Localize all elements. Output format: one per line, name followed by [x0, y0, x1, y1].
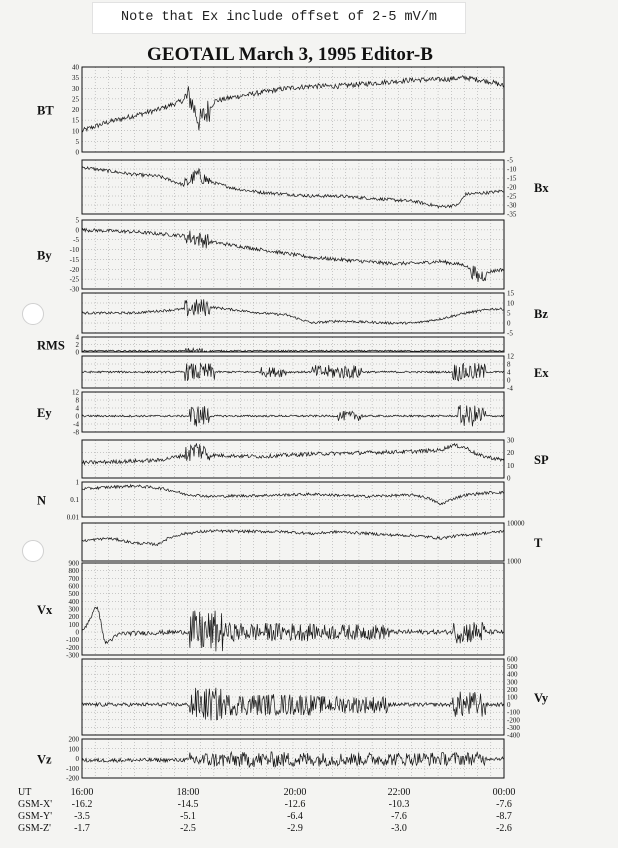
tick-label-ex: 4 — [507, 368, 511, 377]
panel-label-ex: Ex — [534, 366, 549, 380]
tick-label-by: -10 — [69, 246, 79, 255]
tick-label-bt: 40 — [72, 63, 79, 72]
panel-label-sp: SP — [534, 453, 549, 467]
tick-label-bz: 5 — [507, 309, 511, 318]
page-title: GEOTAIL March 3, 1995 Editor-B — [146, 44, 434, 65]
tick-label-bt: 10 — [72, 127, 79, 136]
tick-label-vy: -200 — [507, 716, 520, 725]
tick-label-vx: 800 — [68, 567, 79, 576]
panel-t — [82, 520, 543, 566]
gsm-z-value: -2.9 — [287, 823, 303, 834]
gsm-z-label: GSM-Z' — [18, 823, 51, 834]
tick-label-bx: -5 — [507, 156, 513, 165]
panel-bx — [82, 157, 549, 219]
ut-label: UT — [18, 787, 32, 798]
gsm-x-label: GSM-X' — [18, 799, 53, 810]
panel-label-vz: Vz — [37, 752, 52, 767]
ut-tick: 20:00 — [283, 787, 307, 798]
tick-label-sp: 20 — [507, 449, 514, 458]
tick-label-bz: -5 — [507, 329, 513, 338]
ut-tick: 00:00 — [492, 787, 516, 798]
tick-label-vx: -200 — [66, 643, 79, 652]
tick-label-bx: -25 — [507, 192, 517, 201]
tick-label-vz: 100 — [68, 745, 79, 754]
tick-label-bt: 5 — [75, 137, 79, 146]
tick-label-bt: 30 — [72, 84, 79, 93]
tick-label-vz: 0 — [75, 755, 79, 763]
tick-label-ey: 4 — [75, 404, 79, 413]
tick-label-ey: 12 — [72, 388, 79, 397]
tick-label-ex: 12 — [507, 352, 514, 361]
tick-label-bx: -30 — [507, 201, 517, 210]
gsm-z-value: -3.0 — [391, 823, 407, 834]
tick-label-by: 0 — [75, 226, 79, 235]
tick-label-ey: 0 — [75, 412, 79, 421]
tick-label-bx: -35 — [507, 210, 517, 219]
panel-label-ey: Ey — [37, 406, 52, 420]
panel-vz — [37, 736, 504, 783]
tick-label-vx: 400 — [68, 597, 79, 606]
tick-label-vy: 300 — [507, 678, 518, 687]
panel-sp — [82, 437, 549, 483]
panel-n — [37, 479, 504, 522]
gsm-y-value: -3.5 — [74, 811, 90, 822]
tick-label-vz: -100 — [66, 764, 79, 773]
gsm-y-label: GSM-Y' — [18, 811, 53, 822]
ut-tick: 18:00 — [176, 787, 200, 798]
panel-vx — [37, 560, 504, 660]
tick-label-ey: -4 — [73, 420, 79, 429]
tick-label-bx: -15 — [507, 174, 517, 183]
gsm-y-value: -5.1 — [180, 811, 196, 822]
panel-vy — [82, 656, 549, 740]
panel-label-by: By — [37, 248, 52, 263]
tick-label-vy: 100 — [507, 693, 518, 702]
tick-label-ex: 0 — [507, 376, 511, 385]
tick-label-ex: 8 — [507, 360, 511, 369]
panel-label-rms: RMS — [37, 338, 65, 353]
tick-label-by: 5 — [75, 216, 79, 225]
panel-label-vy: Vy — [534, 691, 549, 705]
gsm-x-value: -16.2 — [71, 799, 93, 810]
tick-label-sp: 10 — [507, 461, 514, 470]
tick-label-by: -25 — [69, 275, 79, 284]
tick-label-n: 1 — [75, 478, 79, 487]
tick-label-bt: 25 — [72, 95, 79, 104]
tick-label-by: -5 — [73, 236, 79, 245]
tick-label-vy: 500 — [507, 663, 518, 672]
tick-label-bt: 20 — [72, 106, 79, 114]
tick-label-n: 0.1 — [70, 496, 79, 504]
panel-label-t: T — [534, 536, 543, 550]
panel-label-n: N — [37, 493, 47, 508]
ut-tick: 16:00 — [70, 787, 94, 798]
tick-label-bx: -10 — [507, 165, 517, 174]
tick-label-vy: 200 — [507, 685, 518, 694]
panel-bt — [37, 64, 504, 157]
tick-label-by: -15 — [69, 255, 79, 264]
panel-label-bz: Bz — [534, 307, 548, 321]
gsm-x-value: -7.6 — [496, 799, 512, 810]
tick-label-vy: 0 — [507, 701, 511, 710]
tick-label-n: 0.01 — [66, 513, 79, 522]
gsm-z-value: -1.7 — [74, 823, 90, 834]
tick-label-rms: 0 — [75, 348, 79, 357]
tick-label-rms: 4 — [75, 333, 79, 342]
tick-label-vx: 600 — [68, 582, 79, 591]
tick-label-bt: 15 — [72, 116, 79, 125]
tick-label-by: -30 — [69, 285, 79, 294]
panel-rms — [37, 334, 504, 357]
gsm-y-value: -7.6 — [391, 811, 407, 822]
tick-label-vx: 300 — [68, 605, 79, 614]
tick-label-vx: 0 — [75, 628, 79, 637]
tick-label-vy: 400 — [507, 670, 518, 679]
panel-label-bt: BT — [37, 103, 54, 118]
tick-label-vz: -200 — [66, 774, 79, 783]
tick-label-bz: 15 — [507, 289, 514, 298]
trace-by — [82, 229, 504, 283]
tick-label-by: -20 — [69, 265, 79, 274]
tick-label-vy: -300 — [507, 723, 520, 732]
tick-label-sp: 0 — [507, 474, 511, 483]
panel-label-bx: Bx — [534, 181, 549, 195]
gsm-z-value: -2.5 — [180, 823, 196, 834]
panel-ex — [82, 353, 549, 393]
tick-label-vx: 200 — [68, 613, 79, 622]
trace-rms — [82, 348, 504, 352]
tick-label-ey: 8 — [75, 396, 79, 405]
panel-label-vx: Vx — [37, 603, 53, 617]
ut-tick: 22:00 — [387, 787, 411, 798]
tick-label-bt: 0 — [75, 148, 79, 157]
tick-label-vx: 900 — [68, 559, 79, 568]
tick-label-ey: -8 — [73, 428, 79, 437]
gsm-y-value: -8.7 — [496, 811, 512, 822]
panel-by — [37, 217, 504, 294]
tick-label-bz: 10 — [507, 299, 514, 308]
gsm-y-value: -6.4 — [287, 811, 303, 822]
tick-label-bt: 35 — [72, 74, 79, 83]
offset-note: Note that Ex include offset of 2-5 mV/m — [92, 2, 466, 34]
tick-label-vz: 200 — [68, 735, 79, 744]
trace-ey — [82, 405, 504, 426]
tick-label-vy: -400 — [507, 731, 520, 740]
tick-label-ex: -4 — [507, 384, 513, 393]
tick-label-t: 1000 — [507, 557, 521, 566]
panel-ey — [37, 389, 504, 437]
tick-label-vx: -100 — [66, 636, 79, 645]
panel-bz — [82, 290, 548, 338]
gsm-z-value: -2.6 — [496, 823, 512, 834]
gsm-x-value: -14.5 — [177, 799, 199, 810]
tick-label-rms: 2 — [75, 341, 79, 349]
tick-label-vy: -100 — [507, 708, 520, 717]
tick-label-bz: 0 — [507, 319, 511, 328]
tick-label-t: 10000 — [507, 519, 525, 528]
gsm-x-value: -12.6 — [284, 799, 306, 810]
gsm-x-value: -10.3 — [388, 799, 410, 810]
tick-label-bx: -20 — [507, 183, 517, 192]
tick-label-vy: 600 — [507, 655, 518, 664]
tick-label-sp: 30 — [507, 436, 514, 445]
trace-n — [82, 485, 504, 505]
tick-label-vx: 500 — [68, 590, 79, 599]
tick-label-vx: 700 — [68, 574, 79, 583]
tick-label-vx: 100 — [68, 620, 79, 629]
tick-label-vx: -300 — [66, 651, 79, 660]
